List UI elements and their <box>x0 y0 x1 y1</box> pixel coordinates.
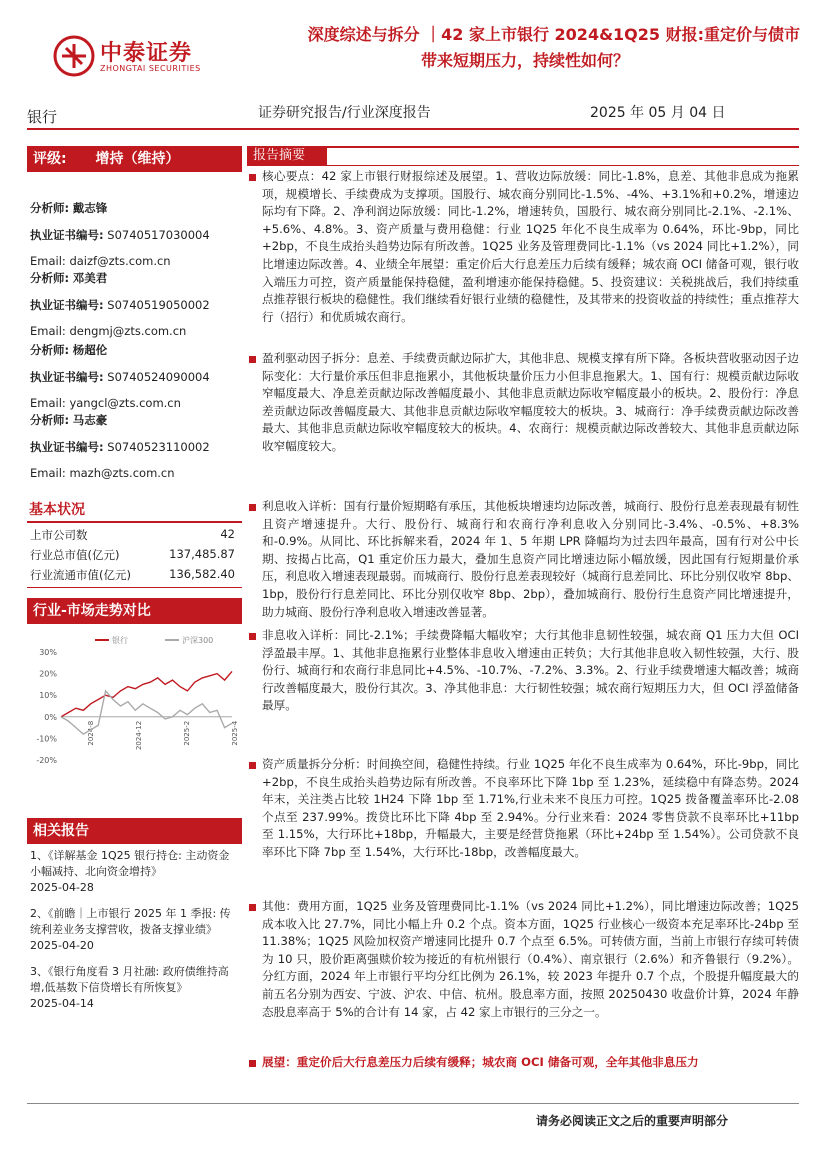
cert-label: 执业证书编号: <box>30 228 104 242</box>
related-report-date: 2025-04-14 <box>30 997 94 1010</box>
analyst-2 <box>30 270 240 338</box>
related-report-1[interactable] <box>30 848 240 896</box>
bullet-icon <box>249 904 256 911</box>
trend-chart <box>27 630 242 800</box>
email-label: Email: <box>30 324 66 338</box>
related-report-date: 2025-04-28 <box>30 881 94 894</box>
brand-name: 中泰证券 <box>100 41 193 66</box>
rating-label: 评级: <box>33 151 67 167</box>
email-address[interactable]: mazh@zts.com.cn <box>69 466 175 480</box>
header-divider <box>27 128 799 130</box>
analyst-4 <box>30 412 240 480</box>
rating-value: 增持（维持） <box>95 151 180 167</box>
analyst-name: 马志豪 <box>72 413 108 427</box>
analyst-3 <box>30 342 240 410</box>
stat-label: 上市公司数 <box>30 528 88 542</box>
cert-label: 执业证书编号: <box>30 298 104 312</box>
stat-value: 136,582.40 <box>169 567 235 581</box>
bullet-icon <box>249 1060 256 1067</box>
abstract-paragraph-4: 非息收入详析：同比-2.1%；手续费降幅大幅收窄；大行其他非息韧性较强，城农商 Q1 压力大但 OCI 浮盈最丰厚。1、其他非息拖累行业整体非息收入增速由正转负；大行其他非息收入韧性较强，大行、股份行、城商行和农商行非息同比+4.5%、-10.7%、-7.2%、3.3%。2、行业手续费增速大幅改善；城商行改善幅度最大，股份行其次。3、净其他非息：大行韧性较强；城农商行短期压力大，但 OCI 浮盈储备最厚。 <box>262 628 799 713</box>
email-address[interactable]: dengmj@zts.com.cn <box>69 324 187 338</box>
legend-label: 银行 <box>112 636 128 645</box>
legend-label: 沪深300 <box>182 636 214 645</box>
y-tick-label: 20% <box>39 669 57 679</box>
related-report-2[interactable] <box>30 906 240 954</box>
abstract-heading: 报告摘要 <box>247 146 327 166</box>
cert-number: S0740524090004 <box>107 370 210 384</box>
x-tick-label: 2024-12 <box>135 720 143 751</box>
basic-heading: 基本状况 <box>27 497 242 523</box>
analyst-role: 分析师: <box>30 271 70 285</box>
abstract-paragraph-3: 利息收入详析：国有行量价短期略有承压，其他板块增速均边际改善，城商行、股份行息差表现最有韧性且资产增速提升。大行、股份行、城商行和农商行净利息收入分别同比-3.4%、-0.5%、+8.3%和-0.9%。从同比、环比拆解来看，2024 年 1、5 年期 LPR 降幅均为过去四年最高，国有行对公中长期、按揭占比高，Q1 重定价压力最大，叠加生息资产同比增速边际小幅放缓，因此国有行短期量价承压，利息收入增速表现最弱。而城商行、股份行息差表现较好（城商行息差同比、环比分别仅收窄 8bp、1bp，股份行行息差同比、环比分别仅收窄 8bp、2bp），叠加城商行、股份行生息资产同比增速提升，助力城商、股份行净利息收入增速改善显著。 <box>262 499 799 619</box>
company-logo <box>52 34 232 84</box>
stat-value: 42 <box>220 527 235 541</box>
related-report-date: 2025-04-20 <box>30 939 94 952</box>
bullet-icon <box>249 762 256 769</box>
email-address[interactable]: daizf@zts.com.cn <box>69 254 171 268</box>
cert-label: 执业证书编号: <box>30 370 104 384</box>
x-tick-label: 2024-8 <box>87 720 95 746</box>
bullet-icon <box>249 174 256 181</box>
cert-label: 执业证书编号: <box>30 440 104 454</box>
brand-name-en: ZHONGTAI SECURITIES <box>100 64 201 73</box>
abstract-paragraph-6: 其他：费用方面，1Q25 业务及管理费同比-1.1%（vs 2024 同比+1.2%），同比增速边际改善；1Q25 成本收入比 27.7%，同比小幅上升 0.2 个点。资本方面，1Q25 行业核心一级资本充足率环比-24bp 至 11.38%；1Q25 风险加权资产增速同比提升 0.7 个点至 6.5%。可转债方面，当前上市银行存续可转债为 10 只，股价距离强赎价较为接近的有杭州银行（0.4%）、南京银行（2.6%）和齐鲁银行（9.2%）。分红方面，2024 年上市银行平均分红比例为 26.1%，较 2023 年提升 0.7 个点，个股提升幅度最大的前五名分别为西安、宁波、沪农、中信、杭州。股息率方面，按照 20250430 收盘价计算，2024 年静态股息率高于 5%的合计有 14 家，占 42 家上市银行的三分之一。 <box>262 899 799 1019</box>
y-tick-label: -10% <box>36 734 57 744</box>
stat-value: 137,485.87 <box>169 547 235 561</box>
email-label: Email: <box>30 466 66 480</box>
abstract-paragraph-5: 资产质量拆分分析：时间换空间，稳健性持续。行业 1Q25 年化不良生成率为 0.64%，环比-9bp，同比+2bp，不良生成抬头趋势边际有所改善。不良率环比下降 1bp 至 1.23%，延续稳中有降态势。2024 年末，关注类占比较 1H24 下降 1bp 至 1.71%,行业未来不良压力可控。1Q25 拨备覆盖率环比-2.08 个点至 237.99%。拨贷比环比下降 4bp 至 2.94%。分行业来看：2024 零售贷款不良率环比+11bp 至 1.15%，大行环比+18bp，升幅最大，主要是经营贷拖累（环比+24bp 至 1.54%）。公司贷款不良率环比下降 7bp 至 1.54%，大行环比-18bp，改善幅度最大。 <box>262 757 799 859</box>
stat-row <box>30 547 235 563</box>
abstract-paragraph-1: 核心要点：42 家上市银行财报综述及展望。1、营收边际放缓：同比-1.8%，息差、其他非息成为拖累项，规模增长、手续费成为支撑项。国股行、城农商分别同比-1.5%、-4%、+3.1%和+0.2%，增速边际均有下降。2、净利润边际放缓：同比-1.2%，增速转负，国股行、城农商分别同比-2.1%、-2.1%、+5.6%、4.8%。3、资产质量与费用稳健：行业 1Q25 年化不良生成率为 0.64%，环比-9bp，同比+2bp，不良生成抬头趋势边际有所改善。1Q25 业务及管理费同比-1.1%（vs 2024 同比+1.2%），同比增速边际改善。4、业绩全年展望：重定价后大行息差压力后续有缓释；城农商 OCI 储备可观，银行收入端压力可控，资产质量能保持稳健，盈利增速亦能保持稳健。5、投资建议：关税挑战后，我们持续重点推荐银行板块的稳健性。我们继续看好银行业绩的稳健性，及其带来的投资收益的持续性；重点推荐大行（招行）和优质城农商行。 <box>262 169 799 324</box>
analyst-name: 杨超伦 <box>72 343 108 357</box>
title-line-2: 带来短期压力，持续性如何？ <box>420 51 629 70</box>
abstract-paragraph-7: 展望：重定价后大行息差压力后续有缓释；城农商 OCI 储备可观，全年其他非息压力 <box>262 1055 699 1069</box>
bullet-icon <box>249 504 256 511</box>
report-date: 2025 年 05 月 04 日 <box>590 105 726 121</box>
rating-box <box>27 146 242 172</box>
bullet-icon <box>249 356 256 363</box>
y-tick-label: -20% <box>36 756 57 765</box>
email-address[interactable]: yangcl@zts.com.cn <box>69 396 181 410</box>
abstract-paragraph-2: 盈利驱动因子拆分：息差、手续费贡献边际扩大，其他非息、规模支撑有所下降。各板块营收驱动因子边际变化：大行量价承压但非息拖累小，其他板块量价压力小但非息拖累大。1、国有行：规模贡献边际收窄幅度最大、净息差贡献边际改善幅度最小、其他非息贡献边际收窄幅度最小的板块。2、股份行：净息差贡献边际改善幅度最大、其他非息贡献边际收窄幅度较大的板块。3、城商行：净手续费贡献边际改善最大、其他非息贡献边际收窄幅度较大的板块。4、农商行：规模贡献边际改善较大、其他非息贡献边际收窄幅度较大。 <box>262 351 799 453</box>
cert-number: S0740517030004 <box>107 228 210 242</box>
analyst-1 <box>30 200 240 268</box>
analyst-name: 邓美君 <box>72 271 108 285</box>
bullet-icon <box>249 633 256 640</box>
y-tick-label: 30% <box>39 648 57 657</box>
related-report-title[interactable]: 2、《前瞻｜上市银行 2025 年 1 季报: 传统利差业务支撑营收，拨备支撑业绩》 <box>30 907 231 936</box>
footer-divider <box>27 1103 799 1104</box>
x-tick-label: 2025-2 <box>183 720 191 746</box>
stat-label: 行业流通市值(亿元) <box>30 568 131 582</box>
abstract-header-bar <box>247 146 799 166</box>
trend-heading: 行业-市场走势对比 <box>27 598 242 624</box>
stat-row <box>30 567 235 583</box>
sector-label: 银行 <box>27 108 58 126</box>
email-label: Email: <box>30 396 66 410</box>
stats-divider <box>27 587 242 588</box>
analyst-name: 戴志锋 <box>72 201 108 215</box>
series-line-bank <box>61 671 232 716</box>
y-tick-label: 0% <box>44 712 57 722</box>
related-report-title[interactable]: 1、《详解基金 1Q25 银行持仓: 主动资金小幅减持、北向资金增持》 <box>30 849 230 878</box>
analyst-role: 分析师: <box>30 201 70 215</box>
title-line-1: 深度综述与拆分 ｜42 家上市银行 2024&1Q25 财报:重定价与债市 <box>307 25 800 44</box>
x-tick-label: 2025-4 <box>231 720 239 746</box>
email-label: Email: <box>30 254 66 268</box>
stat-row <box>30 527 235 543</box>
report-type: 证券研究报告/行业深度报告 <box>258 105 431 121</box>
related-report-title[interactable]: 3、《银行角度看 3 月社融: 政府债维持高增,低基数下信贷增长有所恢复》 <box>30 965 229 994</box>
related-heading: 相关报告 <box>27 818 242 844</box>
related-report-3[interactable] <box>30 964 240 1012</box>
disclaimer-footer: 请务必阅读正文之后的重要声明部分 <box>536 1114 729 1128</box>
stat-label: 行业总市值(亿元) <box>30 548 120 562</box>
analyst-role: 分析师: <box>30 343 70 357</box>
cert-number: S0740523110002 <box>107 440 210 454</box>
cert-number: S0740519050002 <box>107 298 210 312</box>
report-title <box>250 22 800 74</box>
y-tick-label: 10% <box>39 691 57 701</box>
analyst-role: 分析师: <box>30 413 70 427</box>
